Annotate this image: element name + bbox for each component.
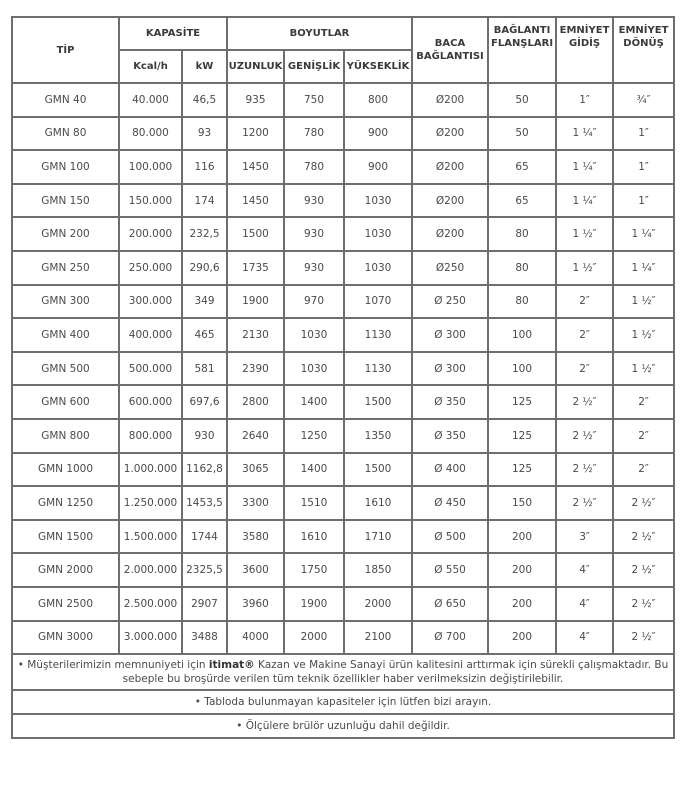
cell-kw: 3488 xyxy=(182,621,227,655)
cell-tip: GMN 3000 xyxy=(12,621,119,655)
cell-donus: 2″ xyxy=(613,453,674,487)
table-row xyxy=(12,553,674,587)
cell-genislik: 780 xyxy=(284,117,344,151)
cell-tip: GMN 300 xyxy=(12,285,119,319)
cell-yukseklik: 1030 xyxy=(344,184,412,218)
cell-gidis: 4″ xyxy=(556,587,613,621)
cell-baca: Ø 250 xyxy=(412,285,488,319)
cell-tip: GMN 400 xyxy=(12,318,119,352)
cell-genislik: 1610 xyxy=(284,520,344,554)
cell-yukseklik: 1710 xyxy=(344,520,412,554)
cell-kw: 581 xyxy=(182,352,227,386)
cell-kcal: 600.000 xyxy=(119,385,182,419)
cell-kw: 930 xyxy=(182,419,227,453)
cell-flans: 200 xyxy=(488,621,556,655)
header-emniyet-gidis: EMNİYET GİDİŞ xyxy=(556,17,613,83)
cell-uzunluk: 1200 xyxy=(227,117,284,151)
cell-genislik: 1030 xyxy=(284,352,344,386)
cell-uzunluk: 2800 xyxy=(227,385,284,419)
table-row xyxy=(12,285,674,319)
cell-donus: ¾″ xyxy=(613,83,674,117)
cell-baca: Ø 650 xyxy=(412,587,488,621)
cell-yukseklik: 900 xyxy=(344,117,412,151)
cell-genislik: 1900 xyxy=(284,587,344,621)
cell-uzunluk: 2640 xyxy=(227,419,284,453)
cell-kcal: 500.000 xyxy=(119,352,182,386)
cell-uzunluk: 1735 xyxy=(227,251,284,285)
cell-tip: GMN 80 xyxy=(12,117,119,151)
cell-tip: GMN 1000 xyxy=(12,453,119,487)
cell-kw: 465 xyxy=(182,318,227,352)
cell-uzunluk: 3065 xyxy=(227,453,284,487)
cell-gidis: 2 ½″ xyxy=(556,453,613,487)
cell-kcal: 80.000 xyxy=(119,117,182,151)
cell-flans: 100 xyxy=(488,352,556,386)
cell-kcal: 2.500.000 xyxy=(119,587,182,621)
cell-yukseklik: 1030 xyxy=(344,251,412,285)
cell-yukseklik: 1610 xyxy=(344,486,412,520)
cell-baca: Ø250 xyxy=(412,251,488,285)
cell-gidis: 3″ xyxy=(556,520,613,554)
cell-kcal: 1.250.000 xyxy=(119,486,182,520)
table-row xyxy=(12,520,674,554)
cell-donus: 1 ¼″ xyxy=(613,217,674,251)
cell-genislik: 930 xyxy=(284,217,344,251)
cell-donus: 1″ xyxy=(613,117,674,151)
table-row xyxy=(12,453,674,487)
cell-baca: Ø200 xyxy=(412,150,488,184)
brand-name: itimat® xyxy=(208,659,255,672)
cell-genislik: 930 xyxy=(284,184,344,218)
cell-tip: GMN 40 xyxy=(12,83,119,117)
cell-kw: 93 xyxy=(182,117,227,151)
cell-flans: 50 xyxy=(488,83,556,117)
table-row xyxy=(12,251,674,285)
cell-yukseklik: 800 xyxy=(344,83,412,117)
header-yukseklik: YÜKSEKLİK xyxy=(344,50,412,83)
cell-kcal: 250.000 xyxy=(119,251,182,285)
cell-kw: 2907 xyxy=(182,587,227,621)
cell-donus: 2″ xyxy=(613,385,674,419)
cell-uzunluk: 1450 xyxy=(227,150,284,184)
header-tip: TİP xyxy=(12,17,119,83)
cell-gidis: 4″ xyxy=(556,553,613,587)
note-contact: • Tabloda bulunmayan kapasiteler için lütfen bizi arayın. xyxy=(12,690,674,714)
header-uzunluk: UZUNLUK xyxy=(227,50,284,83)
cell-kcal: 3.000.000 xyxy=(119,621,182,655)
cell-kcal: 800.000 xyxy=(119,419,182,453)
cell-kw: 349 xyxy=(182,285,227,319)
cell-kcal: 1.000.000 xyxy=(119,453,182,487)
cell-tip: GMN 1250 xyxy=(12,486,119,520)
cell-gidis: 1 ¼″ xyxy=(556,117,613,151)
cell-kcal: 200.000 xyxy=(119,217,182,251)
cell-flans: 125 xyxy=(488,453,556,487)
cell-uzunluk: 3960 xyxy=(227,587,284,621)
cell-genislik: 930 xyxy=(284,251,344,285)
table-row xyxy=(12,621,674,655)
cell-uzunluk: 3580 xyxy=(227,520,284,554)
table-row xyxy=(12,150,674,184)
cell-baca: Ø200 xyxy=(412,217,488,251)
cell-flans: 200 xyxy=(488,520,556,554)
cell-kw: 2325,5 xyxy=(182,553,227,587)
cell-gidis: 1 ½″ xyxy=(556,217,613,251)
cell-flans: 125 xyxy=(488,385,556,419)
cell-donus: 2 ½″ xyxy=(613,621,674,655)
cell-baca: Ø 500 xyxy=(412,520,488,554)
cell-uzunluk: 2130 xyxy=(227,318,284,352)
cell-uzunluk: 2390 xyxy=(227,352,284,386)
cell-donus: 1 ¼″ xyxy=(613,251,674,285)
cell-baca: Ø 700 xyxy=(412,621,488,655)
cell-yukseklik: 900 xyxy=(344,150,412,184)
cell-yukseklik: 1500 xyxy=(344,453,412,487)
cell-kw: 1744 xyxy=(182,520,227,554)
cell-yukseklik: 1350 xyxy=(344,419,412,453)
cell-gidis: 2 ½″ xyxy=(556,486,613,520)
table-row xyxy=(12,385,674,419)
cell-genislik: 970 xyxy=(284,285,344,319)
table-row xyxy=(12,419,674,453)
header-kapasite: KAPASİTE xyxy=(119,17,227,50)
cell-baca: Ø200 xyxy=(412,184,488,218)
cell-donus: 1 ½″ xyxy=(613,352,674,386)
cell-donus: 1 ½″ xyxy=(613,318,674,352)
cell-genislik: 1250 xyxy=(284,419,344,453)
cell-flans: 65 xyxy=(488,184,556,218)
cell-kw: 46,5 xyxy=(182,83,227,117)
cell-gidis: 2 ½″ xyxy=(556,385,613,419)
cell-baca: Ø 400 xyxy=(412,453,488,487)
cell-tip: GMN 1500 xyxy=(12,520,119,554)
table-row xyxy=(12,217,674,251)
cell-flans: 125 xyxy=(488,419,556,453)
header-baglanti-flanslari: BAĞLANTI FLANŞLARI xyxy=(488,17,556,83)
cell-kcal: 400.000 xyxy=(119,318,182,352)
table-row xyxy=(12,184,674,218)
header-emniyet-donus: EMNİYET DÖNÜŞ xyxy=(613,17,674,83)
cell-tip: GMN 150 xyxy=(12,184,119,218)
cell-kcal: 40.000 xyxy=(119,83,182,117)
cell-baca: Ø 350 xyxy=(412,385,488,419)
cell-genislik: 780 xyxy=(284,150,344,184)
cell-yukseklik: 1500 xyxy=(344,385,412,419)
cell-gidis: 2″ xyxy=(556,318,613,352)
cell-flans: 80 xyxy=(488,251,556,285)
note-burner: • Ölçülere brülör uzunluğu dahil değildir. xyxy=(12,714,674,738)
cell-tip: GMN 2500 xyxy=(12,587,119,621)
table-row xyxy=(12,117,674,151)
cell-kw: 232,5 xyxy=(182,217,227,251)
cell-tip: GMN 800 xyxy=(12,419,119,453)
cell-genislik: 1510 xyxy=(284,486,344,520)
cell-donus: 2″ xyxy=(613,419,674,453)
cell-kcal: 1.500.000 xyxy=(119,520,182,554)
cell-kw: 116 xyxy=(182,150,227,184)
cell-genislik: 1750 xyxy=(284,553,344,587)
cell-tip: GMN 250 xyxy=(12,251,119,285)
boiler-spec-table xyxy=(11,16,675,739)
cell-baca: Ø200 xyxy=(412,83,488,117)
cell-donus: 2 ½″ xyxy=(613,587,674,621)
cell-genislik: 1400 xyxy=(284,385,344,419)
cell-yukseklik: 1130 xyxy=(344,352,412,386)
cell-donus: 1″ xyxy=(613,150,674,184)
cell-uzunluk: 1900 xyxy=(227,285,284,319)
cell-kcal: 2.000.000 xyxy=(119,553,182,587)
cell-gidis: 4″ xyxy=(556,621,613,655)
cell-donus: 2 ½″ xyxy=(613,486,674,520)
header-baca-baglantisi: BACA BAĞLANTISI xyxy=(412,17,488,83)
table-row xyxy=(12,486,674,520)
cell-donus: 2 ½″ xyxy=(613,553,674,587)
table-row xyxy=(12,352,674,386)
cell-uzunluk: 3300 xyxy=(227,486,284,520)
cell-yukseklik: 2100 xyxy=(344,621,412,655)
cell-gidis: 2″ xyxy=(556,285,613,319)
cell-uzunluk: 4000 xyxy=(227,621,284,655)
cell-gidis: 1″ xyxy=(556,83,613,117)
cell-tip: GMN 100 xyxy=(12,150,119,184)
cell-genislik: 750 xyxy=(284,83,344,117)
cell-gidis: 2″ xyxy=(556,352,613,386)
cell-donus: 1″ xyxy=(613,184,674,218)
cell-genislik: 1400 xyxy=(284,453,344,487)
cell-tip: GMN 500 xyxy=(12,352,119,386)
cell-flans: 200 xyxy=(488,553,556,587)
cell-flans: 50 xyxy=(488,117,556,151)
cell-donus: 1 ½″ xyxy=(613,285,674,319)
cell-tip: GMN 200 xyxy=(12,217,119,251)
cell-yukseklik: 2000 xyxy=(344,587,412,621)
cell-flans: 65 xyxy=(488,150,556,184)
note-quality: • Müşterilerimizin memnuniyeti için itimat® Kazan ve Makine Sanayi ürün kalitesini arttırmak için sürekli çalışmaktadır. Bu sebeple bu broşürde verilen tüm teknik özellikler haber verilmeksizin değiştirilebilir. xyxy=(12,654,674,690)
cell-kcal: 150.000 xyxy=(119,184,182,218)
cell-yukseklik: 1030 xyxy=(344,217,412,251)
cell-uzunluk: 1500 xyxy=(227,217,284,251)
cell-genislik: 1030 xyxy=(284,318,344,352)
cell-uzunluk: 935 xyxy=(227,83,284,117)
header-genislik: GENİŞLİK xyxy=(284,50,344,83)
cell-baca: Ø 450 xyxy=(412,486,488,520)
cell-baca: Ø 300 xyxy=(412,352,488,386)
cell-baca: Ø200 xyxy=(412,117,488,151)
cell-flans: 200 xyxy=(488,587,556,621)
cell-kw: 697,6 xyxy=(182,385,227,419)
cell-kw: 1453,5 xyxy=(182,486,227,520)
cell-kcal: 300.000 xyxy=(119,285,182,319)
table-row xyxy=(12,587,674,621)
cell-baca: Ø 350 xyxy=(412,419,488,453)
cell-gidis: 2 ½″ xyxy=(556,419,613,453)
header-kcal: Kcal/h xyxy=(119,50,182,83)
cell-flans: 80 xyxy=(488,285,556,319)
cell-kw: 174 xyxy=(182,184,227,218)
table-row xyxy=(12,83,674,117)
cell-tip: GMN 2000 xyxy=(12,553,119,587)
header-boyutlar: BOYUTLAR xyxy=(227,17,412,50)
cell-uzunluk: 3600 xyxy=(227,553,284,587)
cell-genislik: 2000 xyxy=(284,621,344,655)
cell-flans: 150 xyxy=(488,486,556,520)
cell-baca: Ø 550 xyxy=(412,553,488,587)
cell-donus: 2 ½″ xyxy=(613,520,674,554)
cell-yukseklik: 1850 xyxy=(344,553,412,587)
header-kw: kW xyxy=(182,50,227,83)
cell-flans: 80 xyxy=(488,217,556,251)
cell-flans: 100 xyxy=(488,318,556,352)
table-row xyxy=(12,318,674,352)
cell-yukseklik: 1070 xyxy=(344,285,412,319)
cell-kcal: 100.000 xyxy=(119,150,182,184)
cell-gidis: 1 ¼″ xyxy=(556,150,613,184)
cell-baca: Ø 300 xyxy=(412,318,488,352)
cell-kw: 1162,8 xyxy=(182,453,227,487)
cell-gidis: 1 ¼″ xyxy=(556,184,613,218)
cell-uzunluk: 1450 xyxy=(227,184,284,218)
cell-kw: 290,6 xyxy=(182,251,227,285)
cell-gidis: 1 ½″ xyxy=(556,251,613,285)
cell-yukseklik: 1130 xyxy=(344,318,412,352)
cell-tip: GMN 600 xyxy=(12,385,119,419)
